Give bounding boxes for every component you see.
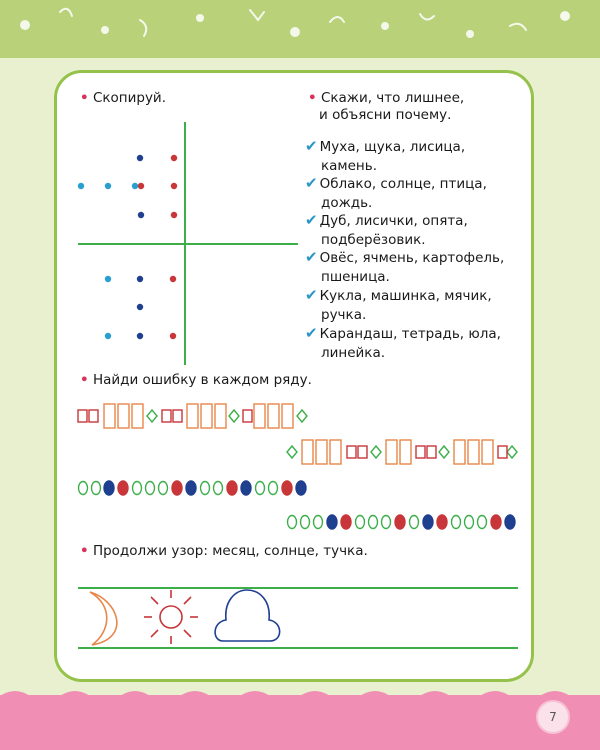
list-item-line2: дождь. [321, 195, 373, 211]
list-item-line1: Кукла, машинка, мячик, [319, 288, 492, 304]
checkmark-icon: ✔ [305, 174, 318, 192]
checkmark-icon: ✔ [305, 324, 318, 342]
sun-icon [144, 590, 198, 644]
list-item-line1: Муха, щука, лисица, [319, 139, 466, 155]
list-item-line2: подберёзовик. [321, 232, 426, 248]
list-item-line1: Дуб, лисички, опята, [319, 213, 468, 229]
list-item-line1: Карандаш, тетрадь, юла, [319, 326, 501, 342]
page-number: 7 [538, 702, 568, 732]
task-continue-pattern-heading: • Продолжи узор: месяц, солнце, тучка. [80, 543, 368, 559]
odd-one-out-prompt-line2: и объясни почему. [319, 107, 452, 123]
checkmark-icon: ✔ [305, 137, 318, 155]
checkmark-icon: ✔ [305, 286, 318, 304]
task-odd-one-out-heading: • Скажи, что лишнее, и объясни почему. [308, 90, 465, 123]
list-item-line2: пшеница. [321, 269, 390, 285]
list-item-line2: линейка. [321, 345, 386, 361]
task-copy-heading: • Скопируй. [80, 90, 167, 106]
task-copy-label: Скопируй. [92, 90, 167, 106]
moon-icon [90, 592, 117, 645]
task-continue-pattern-label: Продолжи узор: месяц, солнце, тучка. [92, 543, 368, 559]
list-item-line2: камень. [321, 158, 377, 174]
cloud-icon [215, 590, 280, 641]
list-item-line1: Облако, солнце, птица, [319, 176, 487, 192]
checkmark-icon: ✔ [305, 211, 318, 229]
list-item-line1: Овёс, ячмень, картофель, [319, 250, 505, 266]
task-find-error-heading: • Найди ошибку в каждом ряду. [80, 372, 312, 388]
odd-one-out-prompt-line1: Скажи, что лишнее, [320, 90, 465, 106]
task-find-error-label: Найди ошибку в каждом ряду. [92, 372, 312, 388]
list-item-line2: ручка. [321, 307, 367, 323]
checkmark-icon: ✔ [305, 248, 318, 266]
